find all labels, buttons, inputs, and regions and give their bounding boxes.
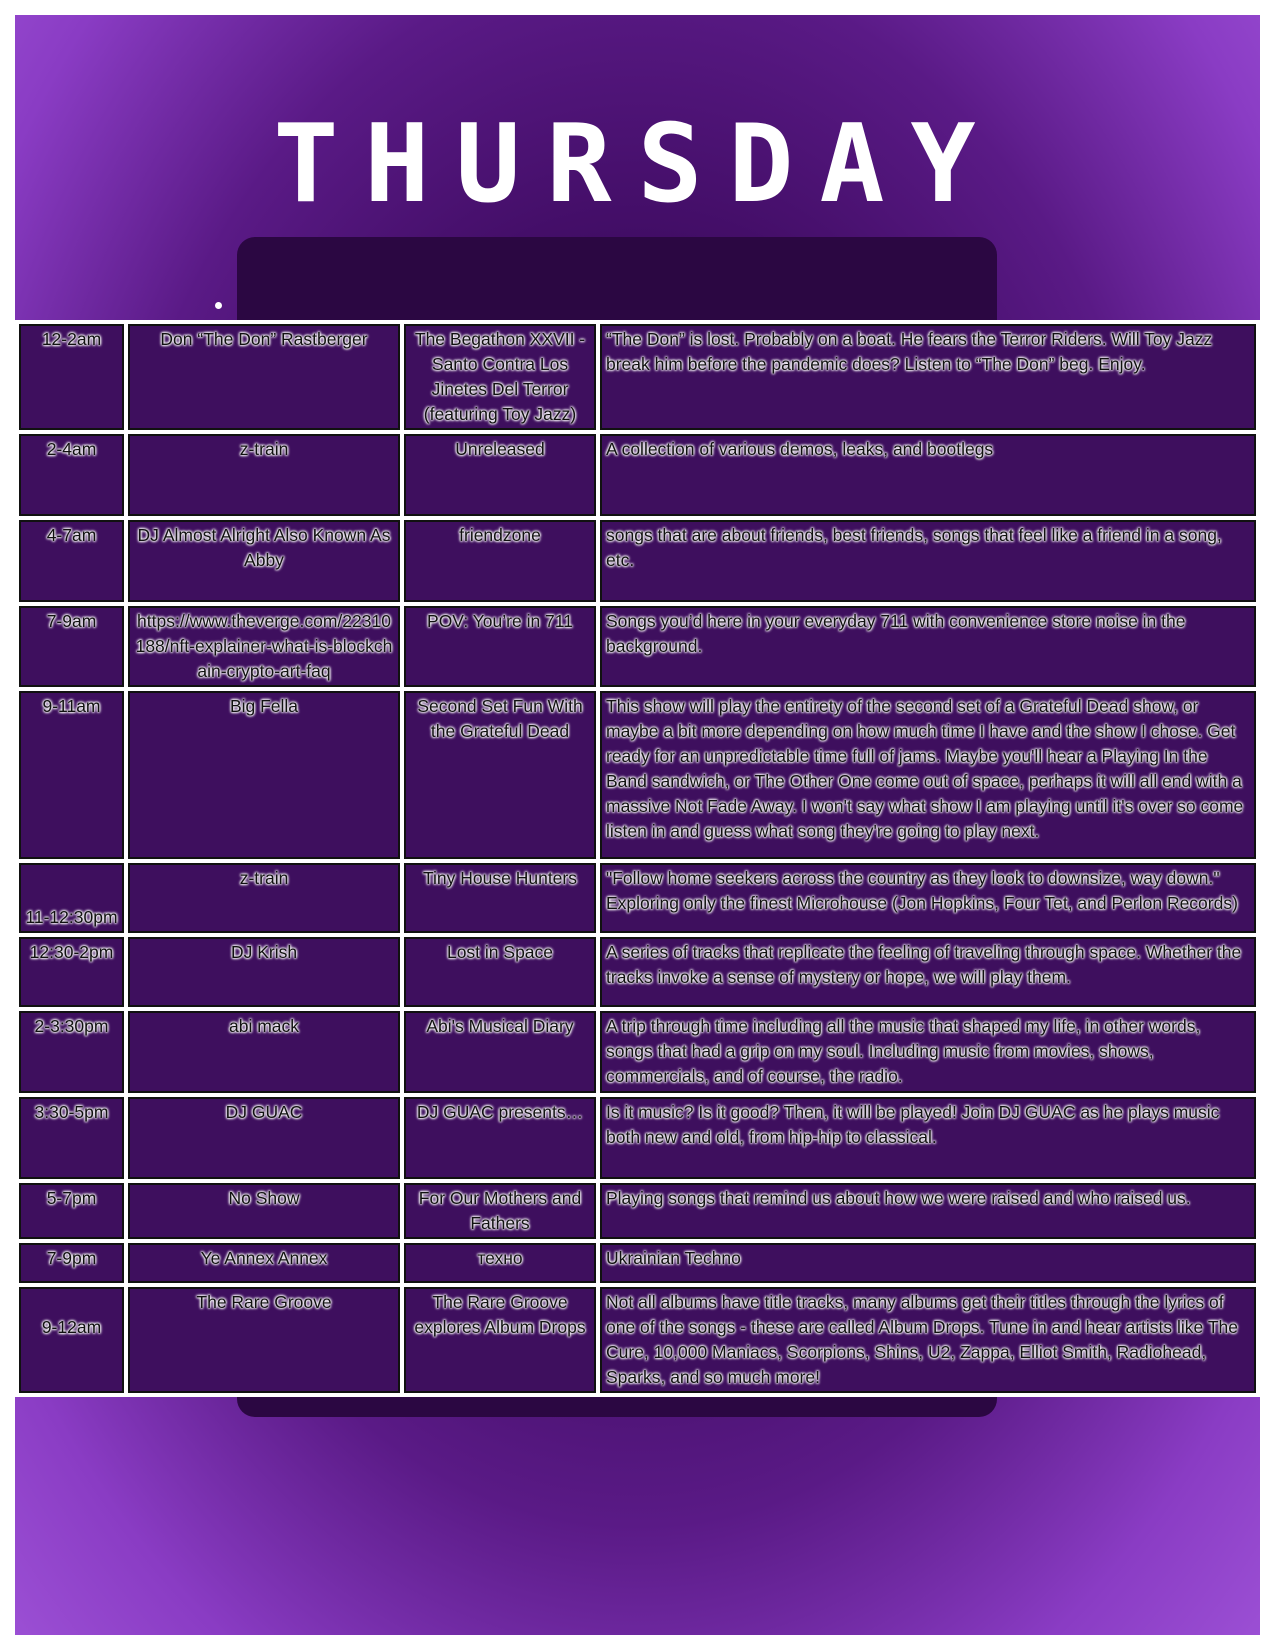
host-cell: https://www.theverge.com/22310188/nft-explainer-what-is-blockchain-crypto-art-faq (128, 606, 400, 687)
description-cell: Is it music? Is it good? Then, it will be played! Join DJ GUAC as he plays music both new and old, from hip-hip to classical. (600, 1097, 1256, 1179)
decorative-dot (215, 302, 222, 309)
time-cell: 12:30-2pm (19, 937, 124, 1007)
description-cell: A series of tracks that replicate the feeling of traveling through space. Whether the tracks invoke a sense of mystery or hope, we will play them. (600, 937, 1256, 1007)
host-cell: No Show (128, 1183, 400, 1239)
show-cell: For Our Mothers and Fathers (404, 1183, 596, 1239)
time-cell: 7-9am (19, 606, 124, 687)
host-cell: Don “The Don” Rastberger (128, 324, 400, 430)
time-cell: 12-2am (19, 324, 124, 430)
table-row (19, 324, 1256, 430)
table-row (19, 520, 1256, 602)
time-cell: 9-12am (19, 1287, 124, 1393)
host-cell: DJ GUAC (128, 1097, 400, 1179)
description-cell: This show will play the entirety of the second set of a Grateful Dead show, or maybe a bit more depending on how much time I have and the show I chose. Get ready for an unpredictable time full of jams. Maybe you'll hear a Playing In the Band sandwich, or The Other One come out of space, perhaps it will all end with a massive Not Fade Away. I won't say what show I am playing until it's over so come listen in and guess what song they're going to play next. (600, 691, 1256, 859)
host-cell: DJ Krish (128, 937, 400, 1007)
table-row (19, 1183, 1256, 1239)
description-cell: "Follow home seekers across the country as they look to downsize, way down." Exploring only the finest Microhouse (Jon Hopkins, Four Tet, and Perlon Records) (600, 863, 1256, 933)
show-cell: Unreleased (404, 434, 596, 516)
table-row (19, 434, 1256, 516)
host-cell: z-train (128, 434, 400, 516)
show-cell: POV: You’re in 711 (404, 606, 596, 687)
host-cell: z-train (128, 863, 400, 933)
time-cell: 3:30-5pm (19, 1097, 124, 1179)
time-cell: 9-11am (19, 691, 124, 859)
time-cell: 7-9pm (19, 1243, 124, 1283)
description-cell: “The Don” is lost. Probably on a boat. He fears the Terror Riders. Will Toy Jazz break him before the pandemic does? Listen to “The Don” beg. Enjoy. (600, 324, 1256, 430)
page-title: THURSDAY (273, 102, 1002, 227)
host-cell: DJ Almost Alright Also Known As Abby (128, 520, 400, 602)
description-cell: Ukrainian Techno (600, 1243, 1256, 1283)
table-row (19, 1011, 1256, 1093)
time-cell: 4-7am (19, 520, 124, 602)
table-row (19, 1097, 1256, 1179)
description-cell: Not all albums have title tracks, many albums get their titles through the lyrics of one of the songs - these are called Album Drops. Tune in and hear artists like The Cure, 10,000 Maniacs, Scorpions, Shins, U2, Zappa, Elliot Smith, Radiohead, Sparks, and so much more! (600, 1287, 1256, 1393)
host-cell: abi mack (128, 1011, 400, 1093)
table-row (19, 1243, 1256, 1283)
description-cell: A collection of various demos, leaks, and bootlegs (600, 434, 1256, 516)
host-cell: The Rare Groove (128, 1287, 400, 1393)
host-cell: Big Fella (128, 691, 400, 859)
description-cell: Songs you’d here in your everyday 711 with convenience store noise in the background. (600, 606, 1256, 687)
table-row (19, 691, 1256, 859)
show-cell: The Begathon XXVII - Santo Contra Los Jinetes Del Terror (featuring Toy Jazz) (404, 324, 596, 430)
description-cell: A trip through time including all the music that shaped my life, in other words, songs that had a grip on my soul. Including music from movies, shows, commercials, and of course, the radio. (600, 1011, 1256, 1093)
show-cell: техно (404, 1243, 596, 1283)
description-cell: songs that are about friends, best friends, songs that feel like a friend in a song, etc. (600, 520, 1256, 602)
time-cell: 2-4am (19, 434, 124, 516)
show-cell: The Rare Groove explores Album Drops (404, 1287, 596, 1393)
show-cell: Tiny House Hunters (404, 863, 596, 933)
table-row (19, 606, 1256, 687)
show-cell: Second Set Fun With the Grateful Dead (404, 691, 596, 859)
table-row (19, 1287, 1256, 1393)
host-cell: Ye Annex Annex (128, 1243, 400, 1283)
show-cell: Lost in Space (404, 937, 596, 1007)
show-cell: DJ GUAC presents… (404, 1097, 596, 1179)
time-cell: 11-12:30pm (19, 863, 124, 933)
show-cell: Abi's Musical Diary (404, 1011, 596, 1093)
table-row (19, 863, 1256, 933)
description-cell: Playing songs that remind us about how we were raised and who raised us. (600, 1183, 1256, 1239)
table-row (19, 937, 1256, 1007)
time-cell: 5-7pm (19, 1183, 124, 1239)
time-cell: 2-3:30pm (19, 1011, 124, 1093)
show-cell: friendzone (404, 520, 596, 602)
schedule-table (15, 320, 1260, 1397)
